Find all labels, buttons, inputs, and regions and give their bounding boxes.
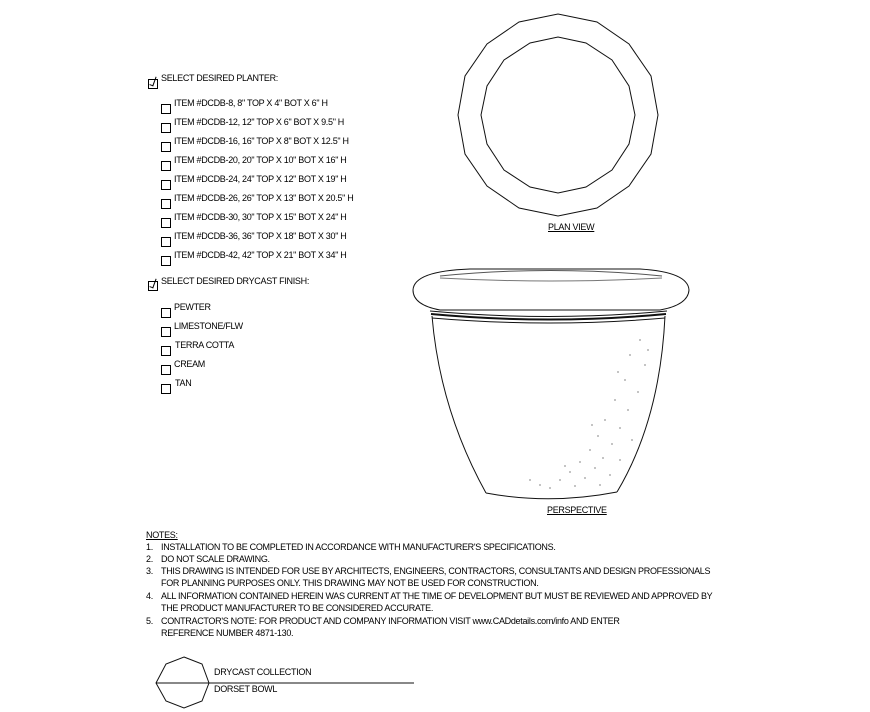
note-text: FOR PLANNING PURPOSES ONLY. THIS DRAWING MAY NOT BE USED FOR CONSTRUCTION. — [161, 578, 539, 588]
note-text: ALL INFORMATION CONTAINED HEREIN WAS CURRENT AT THE TIME OF DEVELOPMENT BUT MUST BE REVIEWED AND APPROVED BY — [161, 591, 713, 601]
planter-item-label: ITEM #DCDB-16, 16" TOP X 8" BOT X 12.5" H — [174, 136, 349, 146]
finish-heading: SELECT DESIRED DRYCAST FINISH: — [161, 276, 310, 286]
title-block-drawing — [156, 657, 414, 708]
finish-item-label: PEWTER — [174, 302, 211, 312]
note-number: 5. — [146, 616, 153, 626]
planter-item-label: ITEM #DCDB-24, 24" TOP X 12" BOT X 19" H — [174, 174, 347, 184]
plan-view-drawing — [458, 14, 658, 216]
note-text: THE PRODUCT MANUFACTURER TO BE CONSIDERED ACCURATE. — [161, 603, 434, 613]
note-text: REFERENCE NUMBER 4871-130. — [161, 628, 294, 638]
planter-heading: SELECT DESIRED PLANTER: — [161, 73, 278, 83]
product-title: DORSET BOWL — [214, 684, 278, 694]
note-number: 2. — [146, 554, 153, 564]
finish-item-label: LIMESTONE/FLW — [174, 321, 243, 331]
collection-title: DRYCAST COLLECTION — [214, 667, 312, 677]
planter-item-label: ITEM #DCDB-26, 26" TOP X 13" BOT X 20.5" H — [174, 193, 354, 203]
plan-inner-ring — [481, 37, 635, 193]
planter-item-label: ITEM #DCDB-30, 30" TOP X 15" BOT X 24" H — [174, 212, 347, 222]
perspective-drawing — [413, 269, 689, 499]
planter-item-label: ITEM #DCDB-8, 8" TOP X 4" BOT X 6" H — [174, 98, 328, 108]
plan-outer-ring — [458, 14, 658, 216]
planter-item-label: ITEM #DCDB-12, 12" TOP X 6" BOT X 9.5" H — [174, 117, 344, 127]
notes-heading: NOTES: — [146, 530, 178, 540]
planter-item-label: ITEM #DCDB-20, 20" TOP X 10" BOT X 16" H — [174, 155, 347, 165]
finish-item-label: TAN — [175, 378, 192, 388]
planter-item-label: ITEM #DCDB-36, 36" TOP X 18" BOT X 30" H — [174, 231, 347, 241]
finish-item-label: TERRA COTTA — [175, 340, 235, 350]
note-text: THIS DRAWING IS INTENDED FOR USE BY ARCHITECTS, ENGINEERS, CONTRACTORS, CONSULTANTS AND DESIGN PROFESSIONALS — [161, 566, 711, 576]
note-number: 1. — [146, 542, 153, 552]
note-text: CONTRACTOR'S NOTE: FOR PRODUCT AND COMPANY INFORMATION VISIT www.CADdetails.com/info AND ENTER — [161, 616, 620, 626]
note-text: DO NOT SCALE DRAWING. — [161, 554, 270, 564]
note-number: 4. — [146, 591, 153, 601]
finish-item-label: CREAM — [174, 359, 206, 369]
plan-view-label: PLAN VIEW — [548, 222, 595, 232]
note-text: INSTALLATION TO BE COMPLETED IN ACCORDANCE WITH MANUFACTURER'S SPECIFICATIONS. — [161, 542, 556, 552]
perspective-label: PERSPECTIVE — [547, 505, 607, 515]
note-number: 3. — [146, 566, 153, 576]
planter-item-label: ITEM #DCDB-42, 42" TOP X 21" BOT X 34" H — [174, 250, 347, 260]
